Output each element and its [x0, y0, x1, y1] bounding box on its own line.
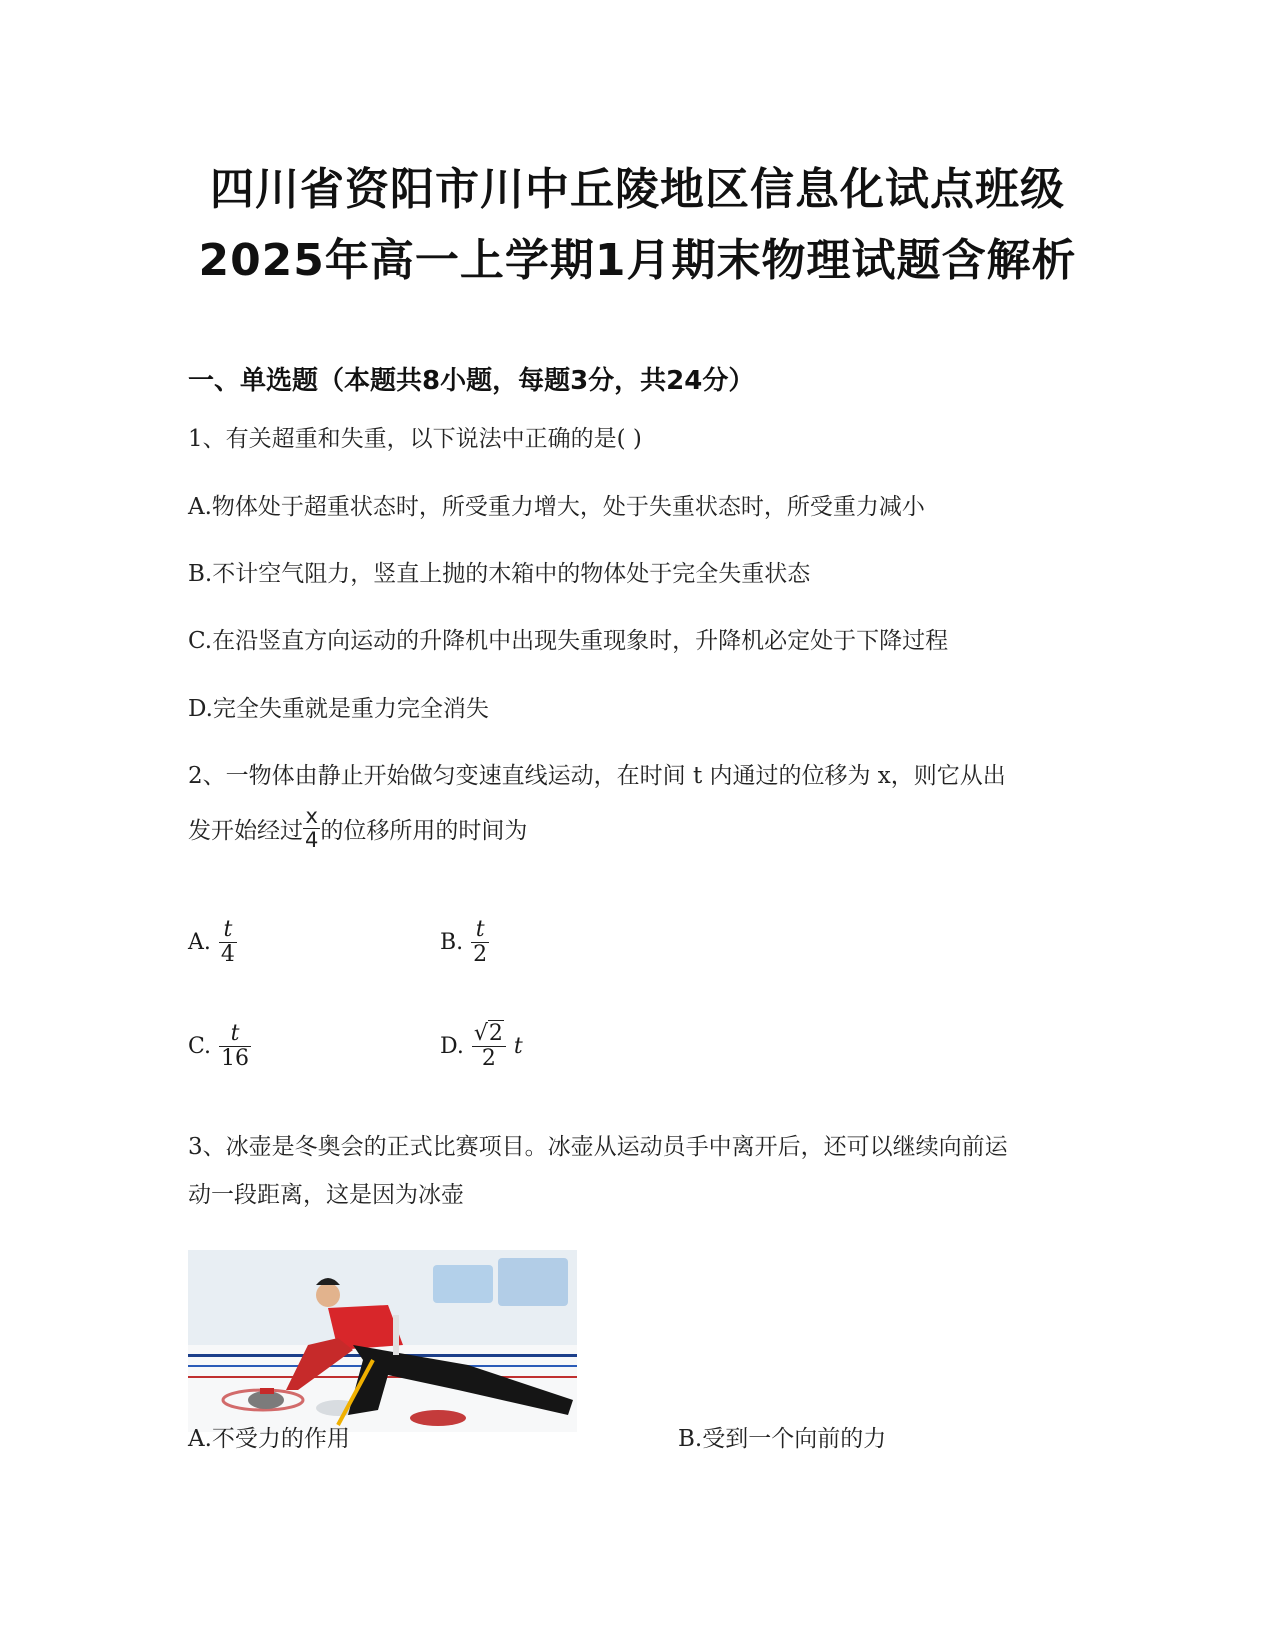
sqrt-icon: √ — [473, 1021, 488, 1046]
q3-option-a: A.不受力的作用 — [188, 1426, 350, 1452]
q3-option-b: B.受到一个向前的力 — [678, 1426, 887, 1452]
q1-option-b: B.不计空气阻力，竖直上抛的木箱中的物体处于完全失重状态 — [188, 561, 811, 587]
fraction-numerator: t — [223, 917, 233, 942]
fraction-numerator: t — [230, 1021, 240, 1046]
option-label: B. — [440, 930, 464, 956]
q2-stem: 2、一物体由静止开始做匀变速直线运动，在时间 t 内通过的位移为 x，则它从出 — [188, 763, 1006, 789]
curling-photo — [188, 1250, 577, 1432]
fraction-numerator: t — [475, 917, 485, 942]
q2-stem-line2 — [188, 805, 527, 852]
x-over-4-fraction — [303, 805, 320, 852]
option-fraction — [219, 918, 237, 967]
option-fraction — [471, 918, 489, 967]
q3-stem: 3、冰壶是冬奥会的正式比赛项目。冰壶从运动员手中离开后，还可以继续向前运 — [188, 1134, 1008, 1160]
radicand: 2 — [488, 1021, 503, 1046]
q2-option-d — [440, 1022, 523, 1071]
fraction-numerator-sqrt — [472, 1022, 506, 1046]
option-label: C. — [188, 1034, 212, 1060]
fraction-denominator: 2 — [473, 942, 488, 968]
fraction-denominator: 2 — [472, 1046, 506, 1071]
q2-stem-before: 发开始经过 — [188, 818, 303, 845]
fraction-denominator: 4 — [220, 942, 235, 968]
section-heading: 一、单选题（本题共8小题，每题3分，共24分） — [188, 366, 755, 396]
q2-option-a — [188, 918, 237, 967]
q2-option-b — [440, 918, 489, 967]
q3-stem-line2: 动一段距离，这是因为冰壶 — [188, 1182, 464, 1208]
q1-option-c: C.在沿竖直方向运动的升降机中出现失重现象时，升降机必定处于下降过程 — [188, 628, 949, 654]
fraction-numerator: x — [305, 804, 318, 828]
title-line-2: 2025年高一上学期1月期末物理试题含解析 — [198, 235, 1077, 286]
option-fraction — [219, 1022, 251, 1071]
fraction-denominator: 16 — [221, 1046, 250, 1072]
option-fraction — [472, 1022, 506, 1071]
title-line-1: 四川省资阳市川中丘陵地区信息化试点班级 — [210, 164, 1065, 215]
q2-stem-after: 的位移所用的时间为 — [320, 818, 528, 845]
option-label: D. — [440, 1034, 464, 1060]
q1-option-a: A.物体处于超重状态时，所受重力增大，处于失重状态时，所受重力减小 — [188, 494, 925, 520]
curling-illustration — [188, 1250, 577, 1432]
q1-stem: 1、有关超重和失重，以下说法中正确的是( ) — [188, 426, 642, 452]
q2-option-c — [188, 1022, 251, 1071]
fraction-denominator: 4 — [305, 828, 319, 853]
option-label: A. — [188, 930, 211, 956]
option-tail: t — [513, 1034, 523, 1060]
q1-option-d: D.完全失重就是重力完全消失 — [188, 696, 489, 722]
